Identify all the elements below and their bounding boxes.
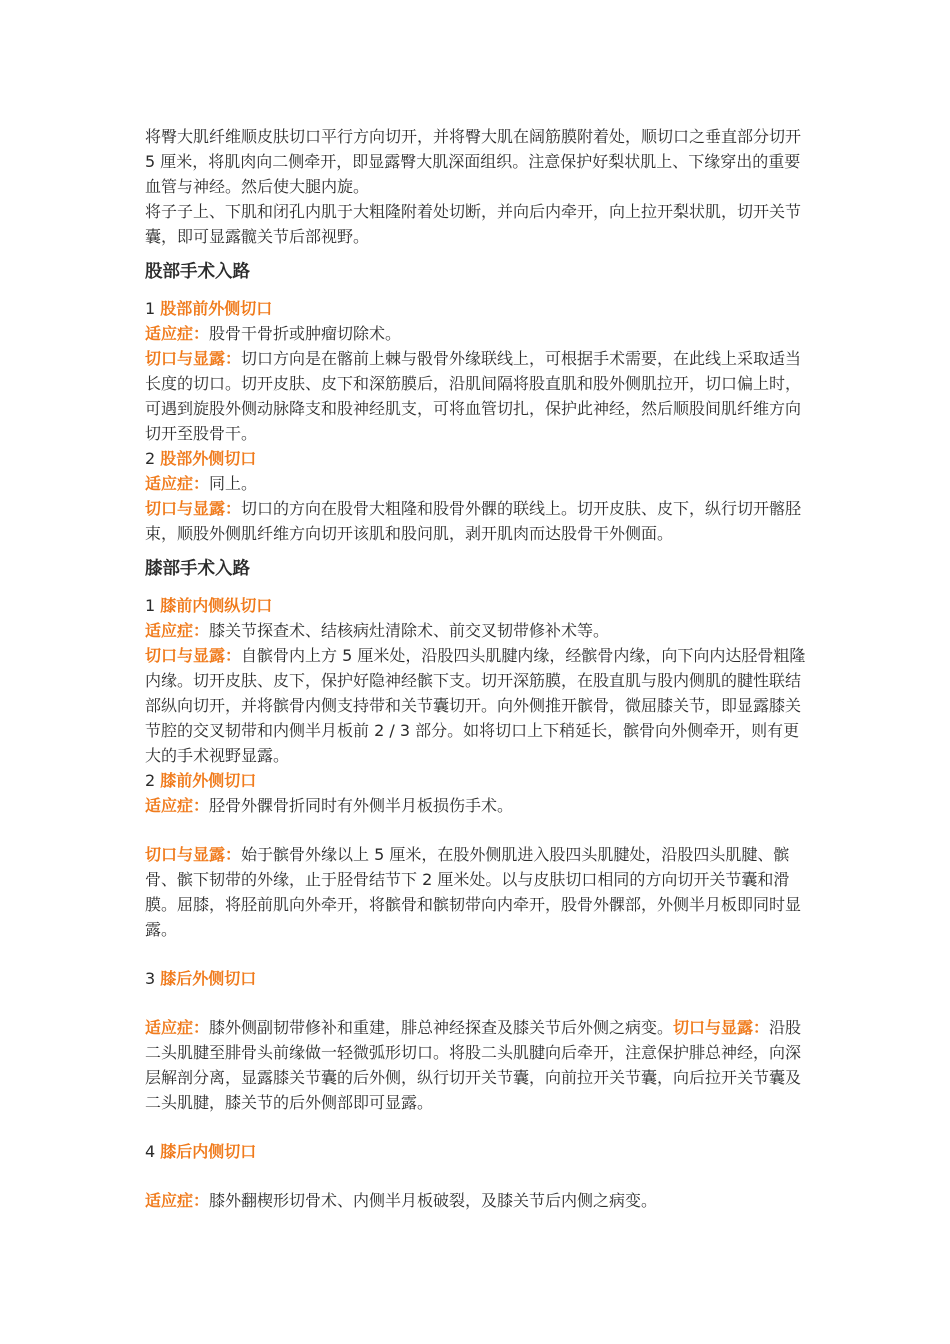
exposure-label: 切口与显露： xyxy=(145,646,242,665)
knee-item-1-indication xyxy=(145,618,815,643)
indication-label: 适应症： xyxy=(145,1018,210,1037)
exposure-text: 始于髌骨外缘以上 5 厘米，在股外侧肌进入股四头肌腱处，沿股四头肌腱、髌骨、髌下韧带的外缘，止于胫骨结节下 2 厘米处。以与皮肤切口相同的方向切开关节囊和滑膜。屈膝，将胫前肌向外牵开，将髌骨和髌韧带向内牵开，股骨外髁部，外侧半月板即同时显露。 xyxy=(145,845,802,939)
femur-item-2-indication xyxy=(145,471,815,496)
indication-label: 适应症： xyxy=(145,621,210,640)
knee-item-4-title-line xyxy=(145,1139,815,1164)
exposure-label: 切口与显露： xyxy=(145,499,242,518)
knee-item-2-indication xyxy=(145,793,815,818)
intro-paragraph-2: 将子子上、下肌和闭孔内肌于大粗隆附着处切断，并向后内牵开，向上拉开梨状肌，切开关节囊，即可显露髋关节后部视野。 xyxy=(145,202,802,246)
item-number: 4 xyxy=(145,1142,156,1161)
indication-label: 适应症： xyxy=(145,324,210,343)
indication-text: 膝外翻楔形切骨术、内侧半月板破裂，及膝关节后内侧之病变。 xyxy=(209,1191,658,1210)
femur-item-2-exposure xyxy=(145,496,815,546)
section-heading-femur: 股部手术入路 xyxy=(145,262,250,282)
indication-text: 膝外侧副韧带修补和重建，腓总神经探查及膝关节后外侧之病变。 xyxy=(209,1018,674,1037)
exposure-text: 沿股二头肌腱至腓骨头前缘做一轻微弧形切口。将股二头肌腱向后牵开，注意保护腓总神经，向深层解剖分离，显露膝关节囊的后外侧，纵行切开关节囊，向前拉开关节囊，向后拉开关节囊及二头肌腱，膝关节的后外侧部即可显露。 xyxy=(145,1018,802,1112)
indication-text: 同上。 xyxy=(209,474,258,493)
exposure-text: 切口方向是在髂前上棘与骰骨外缘联线上，可根据手术需要，在此线上采取适当长度的切口。切开皮肤、皮下和深筋膜后，沿肌间隔将股直肌和股外侧肌拉开，切口偏上时，可遇到旋股外侧动脉降支和股神经肌支，可将血管切扎，保护此神经，然后顺股间肌纤维方向切开至股骨干。 xyxy=(145,349,802,443)
exposure-label: 切口与显露： xyxy=(145,845,242,864)
item-title: 膝前内侧纵切口 xyxy=(160,596,273,615)
indication-label: 适应症： xyxy=(145,474,210,493)
section-heading-knee: 膝部手术入路 xyxy=(145,559,250,579)
femur-item-2-title-line xyxy=(145,446,815,471)
item-number: 1 xyxy=(145,596,156,615)
indication-text: 股骨干骨折或肿瘤切除术。 xyxy=(209,324,402,343)
item-title: 膝后外侧切口 xyxy=(160,969,257,988)
femur-item-1-indication xyxy=(145,321,815,346)
item-title: 股部前外侧切口 xyxy=(160,299,273,318)
item-number: 3 xyxy=(145,969,156,988)
knee-item-4-indication xyxy=(145,1188,815,1213)
knee-item-1-title-line xyxy=(145,593,815,618)
indication-label: 适应症： xyxy=(145,1191,210,1210)
femur-item-1-title-line xyxy=(145,296,815,321)
knee-item-3-body xyxy=(145,1015,815,1115)
knee-item-2-exposure xyxy=(145,842,815,942)
item-title: 膝后内侧切口 xyxy=(160,1142,257,1161)
indication-text: 膝关节探查术、结核病灶清除术、前交叉韧带修补术等。 xyxy=(209,621,610,640)
exposure-label: 切口与显露： xyxy=(145,349,242,368)
item-number: 2 xyxy=(145,771,156,790)
item-number: 1 xyxy=(145,299,156,318)
indication-text: 胫骨外髁骨折同时有外侧半月板损伤手术。 xyxy=(209,796,514,815)
knee-item-1-exposure xyxy=(145,643,815,768)
exposure-label: 切口与显露： xyxy=(673,1018,770,1037)
document-page xyxy=(145,124,815,1213)
knee-item-3-title-line xyxy=(145,966,815,991)
indication-label: 适应症： xyxy=(145,796,210,815)
intro-paragraph-1: 将臀大肌纤维顺皮肤切口平行方向切开，并将臀大肌在阔筋膜附着处，顺切口之垂直部分切开 5 厘米，将肌肉向二侧牵开，即显露臀大肌深面组织。注意保护好梨状肌上、下缘穿出的重要血管与神经。然后使大腿内旋。 xyxy=(145,127,802,196)
item-title: 膝前外侧切口 xyxy=(160,771,257,790)
exposure-text: 切口的方向在股骨大粗隆和股骨外髁的联线上。切开皮肤、皮下，纵行切开髂胫束，顺股外侧肌纤维方向切开该肌和股问肌，剥开肌肉而达股骨干外侧面。 xyxy=(145,499,802,543)
item-number: 2 xyxy=(145,449,156,468)
exposure-text: 自髌骨内上方 5 厘米处，沿股四头肌腱内缘，经髌骨内缘，向下向内达胫骨粗隆内缘。切开皮肤、皮下，保护好隐神经髌下支。切开深筋膜，在股直肌与股内侧肌的腱性联结部纵向切开，并将髌骨内侧支持带和关节囊切开。向外侧推开髌骨，微屈膝关节，即显露膝关节腔的交叉韧带和内侧半月板前 2 / 3 部分。如将切口上下稍延长，髌骨向外侧牵开，则有更大的手术视野显露。 xyxy=(145,646,806,765)
femur-item-1-exposure xyxy=(145,346,815,446)
item-title: 股部外侧切口 xyxy=(160,449,257,468)
knee-item-2-title-line xyxy=(145,768,815,793)
